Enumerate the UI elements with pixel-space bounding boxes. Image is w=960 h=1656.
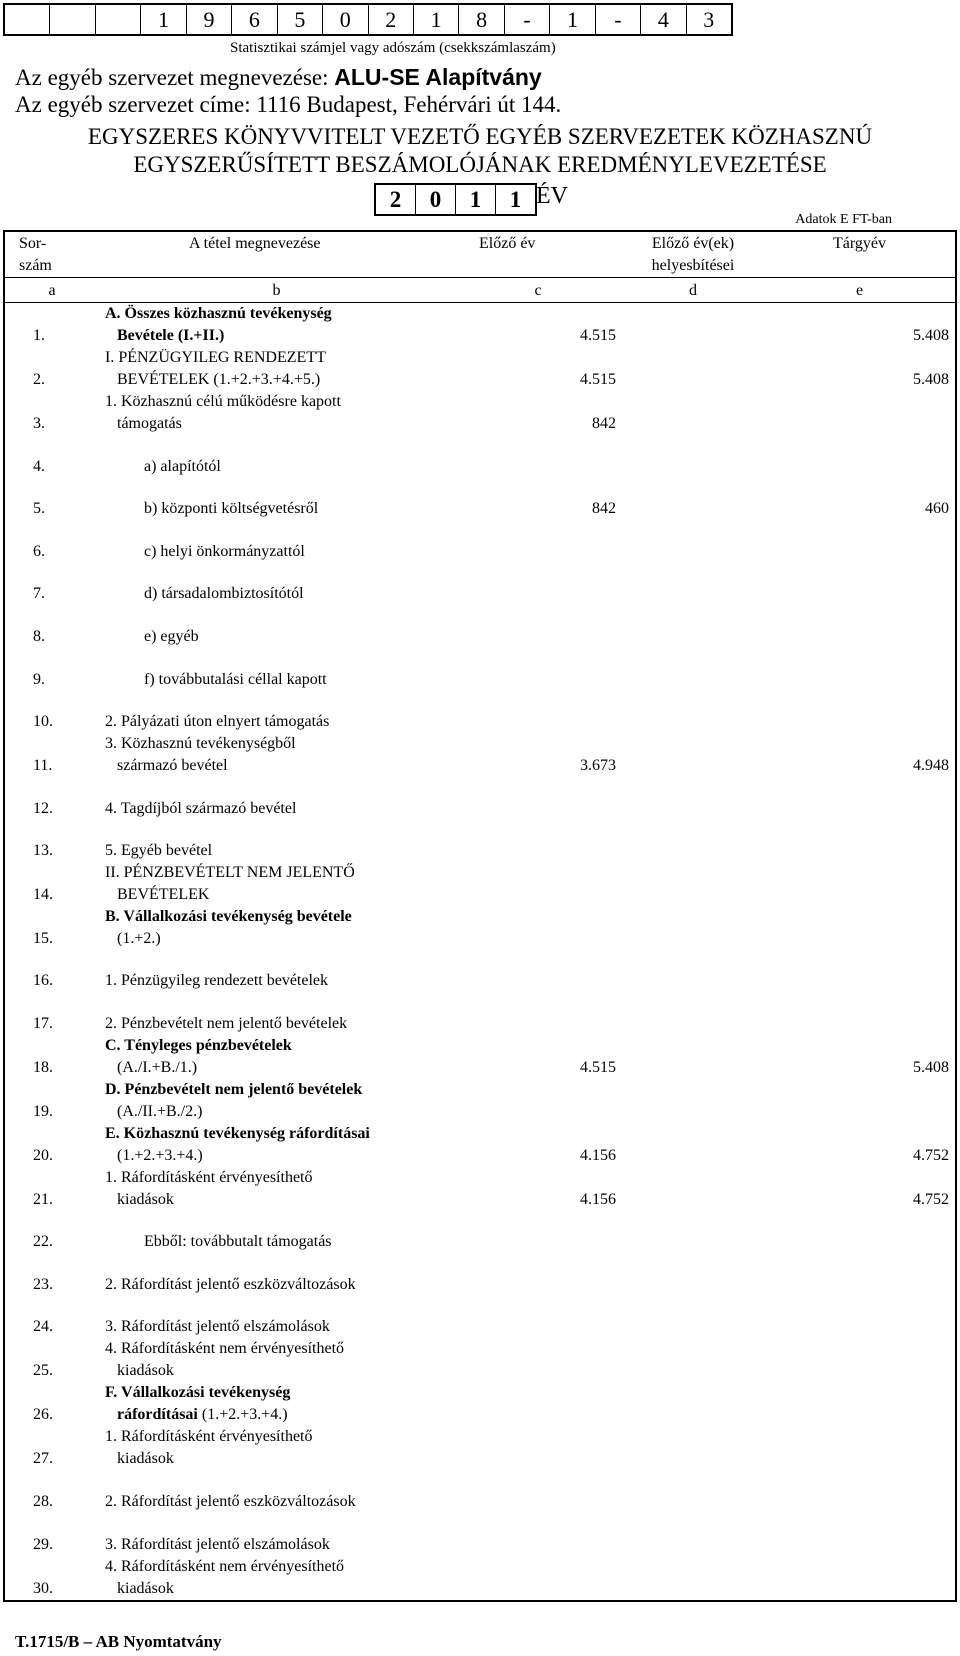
previous-year-value: 842 — [592, 415, 616, 432]
row-item-name-line1: I. PÉNZÜGYILEG RENDEZETT — [105, 349, 326, 366]
previous-year-value: 4.515 — [580, 1059, 616, 1076]
row-number: 16. — [33, 972, 53, 989]
table-row — [4, 1211, 956, 1253]
row-number: 17. — [33, 1015, 53, 1032]
row-item-name — [99, 478, 454, 520]
row-item-name-line2: Bevétele (I.+II.) — [117, 327, 225, 344]
tax-id-digit: 9 — [187, 5, 232, 34]
row-number: 20. — [33, 1147, 53, 1164]
table-row — [4, 1338, 956, 1382]
current-year-value — [764, 1296, 956, 1338]
table-row — [4, 478, 956, 520]
current-year-value — [764, 1470, 956, 1513]
row-number: 11. — [33, 757, 53, 774]
table-row — [4, 1513, 956, 1556]
row-item-name-line1: D. Pénzbevételt nem jelentő bevételek — [105, 1081, 363, 1098]
tax-id-digit: 6 — [232, 5, 277, 34]
correction-value — [622, 777, 764, 820]
previous-year-value — [454, 1513, 622, 1556]
row-item-name-line2: (1.+2.) — [117, 930, 161, 947]
table-row — [4, 303, 956, 348]
correction-value — [622, 1556, 764, 1601]
previous-year-value: 842 — [592, 500, 616, 517]
previous-year-value — [454, 605, 622, 648]
row-item-name-line1: 4. Ráfordításként nem érvényesíthető — [105, 1558, 345, 1575]
row-item-name — [99, 391, 454, 435]
previous-year-value — [454, 1426, 622, 1470]
year-digit: 1 — [509, 186, 522, 212]
row-number: 24. — [33, 1318, 53, 1335]
current-year-value — [764, 605, 956, 648]
current-year-value — [764, 1556, 956, 1601]
row-number: 25. — [33, 1362, 53, 1379]
previous-year-value — [454, 1211, 622, 1253]
row-item-name-line1: A. Összes közhasznú tevékenység — [105, 305, 332, 322]
row-item-name — [99, 1426, 454, 1470]
row-item-name-line1: 2. Ráfordítást jelentő eszközváltozások — [105, 1276, 356, 1293]
row-item-name — [99, 1338, 454, 1382]
year-digit: 0 — [416, 185, 456, 214]
previous-year-value — [454, 777, 622, 820]
row-item-name-line2: kiadások — [117, 1450, 174, 1467]
correction-value — [622, 862, 764, 906]
result-table — [3, 230, 957, 1602]
row-item-name-line1: 2. Ráfordítást jelentő eszközváltozások — [105, 1493, 356, 1510]
current-year-value: 460 — [925, 500, 949, 517]
current-year-value: 5.408 — [913, 327, 949, 344]
row-item-name-line1: 4. Tagdíjból származó bevétel — [105, 800, 297, 817]
header-row-number: Sor- szám — [19, 235, 52, 274]
correction-value — [622, 1167, 764, 1211]
table-row — [4, 777, 956, 820]
table-row — [4, 347, 956, 391]
tax-id-digit: - — [596, 5, 641, 34]
row-item-name — [99, 691, 454, 733]
correction-value — [622, 648, 764, 691]
table-row — [4, 906, 956, 950]
correction-value — [622, 820, 764, 862]
current-year-value — [764, 1382, 956, 1426]
row-item-name-line1: 1. Ráfordításként érvényesíthető — [105, 1428, 313, 1445]
table-row — [4, 1382, 956, 1426]
year-digit: 2 — [376, 185, 416, 214]
row-item-name — [99, 1123, 454, 1167]
row-item-name-line2: BEVÉTELEK (1.+2.+3.+4.+5.) — [117, 371, 321, 388]
row-number: 15. — [33, 930, 53, 947]
table-row — [4, 520, 956, 563]
org-name-value: ALU-SE Alapítvány — [334, 64, 542, 90]
current-year-value: 4.948 — [913, 757, 949, 774]
row-item-name-line1: 5. Egyéb bevétel — [105, 842, 213, 859]
tax-id-digit: 2 — [369, 5, 414, 34]
current-year-value — [764, 1211, 956, 1253]
header-current-year: Tárgyév — [832, 235, 886, 252]
tax-id-digit: 4 — [641, 5, 686, 34]
row-item-name — [99, 520, 454, 563]
row-item-name-line1: d) társadalombiztosítótól — [144, 585, 304, 602]
row-number: 21. — [33, 1191, 53, 1208]
previous-year-value — [454, 563, 622, 605]
row-number: 30. — [33, 1580, 53, 1597]
current-year-value: 5.408 — [913, 1059, 949, 1076]
current-year-value — [764, 563, 956, 605]
correction-value — [622, 1123, 764, 1167]
correction-value — [622, 391, 764, 435]
row-item-name-line2: (A./II.+B./2.) — [117, 1103, 203, 1120]
org-address-line — [15, 92, 561, 118]
tax-id-digit: 8 — [459, 5, 504, 34]
row-item-name — [99, 1035, 454, 1079]
previous-year-value — [454, 520, 622, 563]
current-year-value — [764, 992, 956, 1035]
current-year-value — [764, 1079, 956, 1123]
current-year-value: 4.752 — [913, 1147, 949, 1164]
table-row — [4, 1079, 956, 1123]
table-row — [4, 1426, 956, 1470]
current-year-value — [764, 950, 956, 992]
org-address-label: Az egyéb szervezet címe: — [15, 92, 251, 117]
table-row — [4, 391, 956, 435]
row-item-name-line1: 3. Közhasznú tevékenységből — [105, 735, 296, 752]
row-number: 26. — [33, 1406, 53, 1423]
previous-year-value — [454, 1556, 622, 1601]
row-number: 18. — [33, 1059, 53, 1076]
row-item-name — [99, 1079, 454, 1123]
report-title-line1: EGYSZERES KÖNYVVITELT VEZETŐ EGYÉB SZERVEZETEK KÖZHASZNÚ — [87, 124, 873, 149]
tax-id-box — [3, 3, 733, 36]
tax-id-digit: 0 — [323, 5, 368, 34]
row-item-name — [99, 1296, 454, 1338]
row-item-name-line2: kiadások — [117, 1191, 174, 1208]
header-corrections: Előző év(ek) helyesbítései — [651, 235, 735, 274]
header-item-name: A tétel megnevezése — [189, 235, 321, 252]
row-item-name — [99, 992, 454, 1035]
table-row — [4, 435, 956, 478]
tax-id-digit: 1 — [550, 5, 595, 34]
correction-value — [622, 950, 764, 992]
correction-value — [622, 992, 764, 1035]
correction-value — [622, 691, 764, 733]
row-number: 3. — [33, 415, 45, 432]
row-item-name — [99, 950, 454, 992]
previous-year-value — [454, 1382, 622, 1426]
correction-value — [622, 1296, 764, 1338]
current-year-value — [764, 862, 956, 906]
row-item-name — [99, 862, 454, 906]
row-number: 8. — [33, 628, 45, 645]
table-row — [4, 950, 956, 992]
table-row — [4, 648, 956, 691]
current-year-value — [764, 520, 956, 563]
table-row — [4, 691, 956, 733]
correction-value — [622, 563, 764, 605]
current-year-value — [764, 1426, 956, 1470]
previous-year-value — [454, 648, 622, 691]
table-row — [4, 1167, 956, 1211]
row-item-name — [99, 1253, 454, 1296]
org-name-label: Az egyéb szervezet megnevezése: — [15, 65, 329, 90]
current-year-value — [764, 1338, 956, 1382]
column-letter-row — [4, 278, 956, 303]
column-letter: a — [4, 278, 99, 303]
table-row — [4, 992, 956, 1035]
row-item-name — [99, 605, 454, 648]
correction-value — [622, 1211, 764, 1253]
table-row — [4, 862, 956, 906]
row-number: 12. — [33, 800, 53, 817]
previous-year-value — [454, 1470, 622, 1513]
correction-value — [622, 303, 764, 348]
row-item-name-line1: E. Közhasznú tevékenység ráfordításai — [105, 1125, 370, 1142]
row-item-name-line1: 1. Pénzügyileg rendezett bevételek — [105, 972, 329, 989]
correction-value — [622, 733, 764, 777]
row-item-name-line1: 3. Ráfordítást jelentő elszámolások — [105, 1536, 330, 1553]
table-row — [4, 1035, 956, 1079]
row-number: 22. — [33, 1233, 53, 1250]
row-item-name-line1: C. Tényleges pénzbevételek — [105, 1037, 292, 1054]
current-year-value — [764, 691, 956, 733]
year-box — [374, 183, 537, 216]
row-number: 29. — [33, 1536, 53, 1553]
row-item-name — [99, 1211, 454, 1253]
row-item-name — [99, 733, 454, 777]
org-name-line — [15, 64, 542, 91]
row-item-name-line1: c) helyi önkormányzattól — [144, 543, 305, 560]
row-item-name-line1: II. PÉNZBEVÉTELT NEM JELENTŐ — [105, 864, 355, 881]
row-item-name-line1: e) egyéb — [144, 628, 199, 645]
table-row — [4, 1123, 956, 1167]
table-row — [4, 1556, 956, 1601]
table-row — [4, 733, 956, 777]
row-number: 23. — [33, 1276, 53, 1293]
previous-year-value — [454, 820, 622, 862]
correction-value — [622, 906, 764, 950]
current-year-value: 4.752 — [913, 1191, 949, 1208]
column-letter: e — [764, 278, 956, 303]
header-previous-year: Előző év — [479, 235, 536, 252]
row-item-name-line1: F. Vállalkozási tevékenység — [105, 1384, 291, 1401]
row-item-name — [99, 1513, 454, 1556]
year-suffix: ÉV — [536, 183, 568, 209]
row-item-name — [99, 435, 454, 478]
correction-value — [622, 1382, 764, 1426]
correction-value — [622, 1253, 764, 1296]
row-item-name — [99, 820, 454, 862]
row-item-name — [99, 648, 454, 691]
row-number: 14. — [33, 886, 53, 903]
previous-year-value — [454, 1338, 622, 1382]
previous-year-value: 4.156 — [580, 1147, 616, 1164]
table-row — [4, 1296, 956, 1338]
row-item-name-line2: támogatás — [117, 415, 182, 432]
row-item-name-line1: 3. Ráfordítást jelentő elszámolások — [105, 1318, 330, 1335]
row-item-name — [99, 347, 454, 391]
current-year-value — [764, 1253, 956, 1296]
row-item-name-line1: b) központi költségvetésről — [144, 500, 319, 517]
row-item-name — [99, 1556, 454, 1601]
current-year-value — [764, 391, 956, 435]
table-row — [4, 605, 956, 648]
current-year-value — [764, 648, 956, 691]
year-digit: 1 — [456, 185, 496, 214]
tax-id-digit: 1 — [414, 5, 459, 34]
report-title-line2: EGYSZERŰSÍTETT BESZÁMOLÓJÁNAK EREDMÉNYLEVEZETÉSE — [133, 152, 827, 177]
row-item-name-line1: 2. Pályázati úton elnyert támogatás — [105, 713, 330, 730]
row-number: 10. — [33, 713, 53, 730]
row-item-name — [99, 563, 454, 605]
column-letter: c — [454, 278, 622, 303]
row-item-name-line1: a) alapítótól — [144, 458, 221, 475]
previous-year-value: 4.515 — [580, 327, 616, 344]
row-item-name — [99, 1470, 454, 1513]
previous-year-value — [454, 691, 622, 733]
row-number: 19. — [33, 1103, 53, 1120]
row-item-name — [99, 1167, 454, 1211]
correction-value — [622, 1338, 764, 1382]
correction-value — [622, 1426, 764, 1470]
row-number: 27. — [33, 1450, 53, 1467]
previous-year-value: 3.673 — [580, 757, 616, 774]
current-year-value — [764, 820, 956, 862]
row-number: 28. — [33, 1493, 53, 1510]
row-item-name-line2: (1.+2.+3.+4.) — [117, 1147, 203, 1164]
row-number: 7. — [33, 585, 45, 602]
row-number: 9. — [33, 671, 45, 688]
row-number: 2. — [33, 371, 45, 388]
row-item-name-line2-bold: ráfordításai — [117, 1406, 198, 1423]
current-year-value: 5.408 — [913, 371, 949, 388]
correction-value — [622, 347, 764, 391]
row-item-name-line1: 1. Közhasznú célú működésre kapott — [105, 393, 341, 410]
row-number: 13. — [33, 842, 53, 859]
previous-year-value — [454, 1296, 622, 1338]
table-row — [4, 820, 956, 862]
current-year-value — [764, 1513, 956, 1556]
tax-id-digit — [50, 5, 95, 34]
correction-value — [622, 478, 764, 520]
previous-year-value — [454, 1253, 622, 1296]
correction-value — [622, 1035, 764, 1079]
correction-value — [622, 605, 764, 648]
correction-value — [622, 1079, 764, 1123]
row-item-name — [99, 906, 454, 950]
previous-year-value — [454, 992, 622, 1035]
previous-year-value — [454, 950, 622, 992]
row-item-name-line1: 1. Ráfordításként érvényesíthető — [105, 1169, 313, 1186]
tax-id-digit — [96, 5, 141, 34]
tax-id-digit — [5, 5, 50, 34]
row-item-name-line2: kiadások — [117, 1362, 174, 1379]
unit-note: Adatok E FT-ban — [795, 212, 892, 227]
previous-year-value: 4.156 — [580, 1191, 616, 1208]
correction-value — [622, 1513, 764, 1556]
row-item-name — [99, 303, 454, 348]
row-number: 6. — [33, 543, 45, 560]
previous-year-value — [454, 435, 622, 478]
row-item-name-line2: kiadások — [117, 1580, 174, 1597]
row-item-name-line2: (A./I.+B./1.) — [117, 1059, 198, 1076]
row-item-name-line2-rest: (1.+2.+3.+4.) — [197, 1406, 288, 1423]
current-year-value — [764, 777, 956, 820]
row-number: 4. — [33, 458, 45, 475]
column-letter: b — [99, 278, 454, 303]
correction-value — [622, 1470, 764, 1513]
column-letter: d — [622, 278, 764, 303]
form-footer: T.1715/B – AB Nyomtatvány — [15, 1632, 222, 1651]
row-item-name — [99, 1382, 454, 1426]
row-item-name-line1: 2. Pénzbevételt nem jelentő bevételek — [105, 1015, 348, 1032]
previous-year-value — [454, 862, 622, 906]
row-item-name-line2: BEVÉTELEK — [117, 886, 210, 903]
correction-value — [622, 520, 764, 563]
correction-value — [622, 435, 764, 478]
previous-year-value: 4.515 — [580, 371, 616, 388]
row-item-name — [99, 777, 454, 820]
table-row — [4, 1253, 956, 1296]
current-year-value — [764, 906, 956, 950]
current-year-value — [764, 435, 956, 478]
tax-id-digit: 1 — [141, 5, 186, 34]
tax-id-caption: Statisztikai számjel vagy adószám (csekkszámlaszám) — [230, 40, 556, 56]
tax-id-digit: - — [505, 5, 550, 34]
table-row — [4, 1470, 956, 1513]
row-number: 1. — [33, 327, 45, 344]
tax-id-digit: 5 — [278, 5, 323, 34]
row-item-name-line1: f) továbbutalási céllal kapott — [144, 671, 327, 688]
row-item-name-line2: származó bevétel — [117, 757, 228, 774]
table-row — [4, 563, 956, 605]
row-item-name-line1: B. Vállalkozási tevékenység bevétele — [105, 908, 352, 925]
tax-id-digit: 3 — [703, 6, 715, 32]
row-item-name-line1: 4. Ráfordításként nem érvényesíthető — [105, 1340, 345, 1357]
org-address-value: 1116 Budapest, Fehérvári út 144. — [256, 92, 562, 117]
previous-year-value — [454, 1079, 622, 1123]
row-item-name-line1: Ebből: továbbutalt támogatás — [144, 1233, 332, 1250]
previous-year-value — [454, 906, 622, 950]
row-number: 5. — [33, 500, 45, 517]
